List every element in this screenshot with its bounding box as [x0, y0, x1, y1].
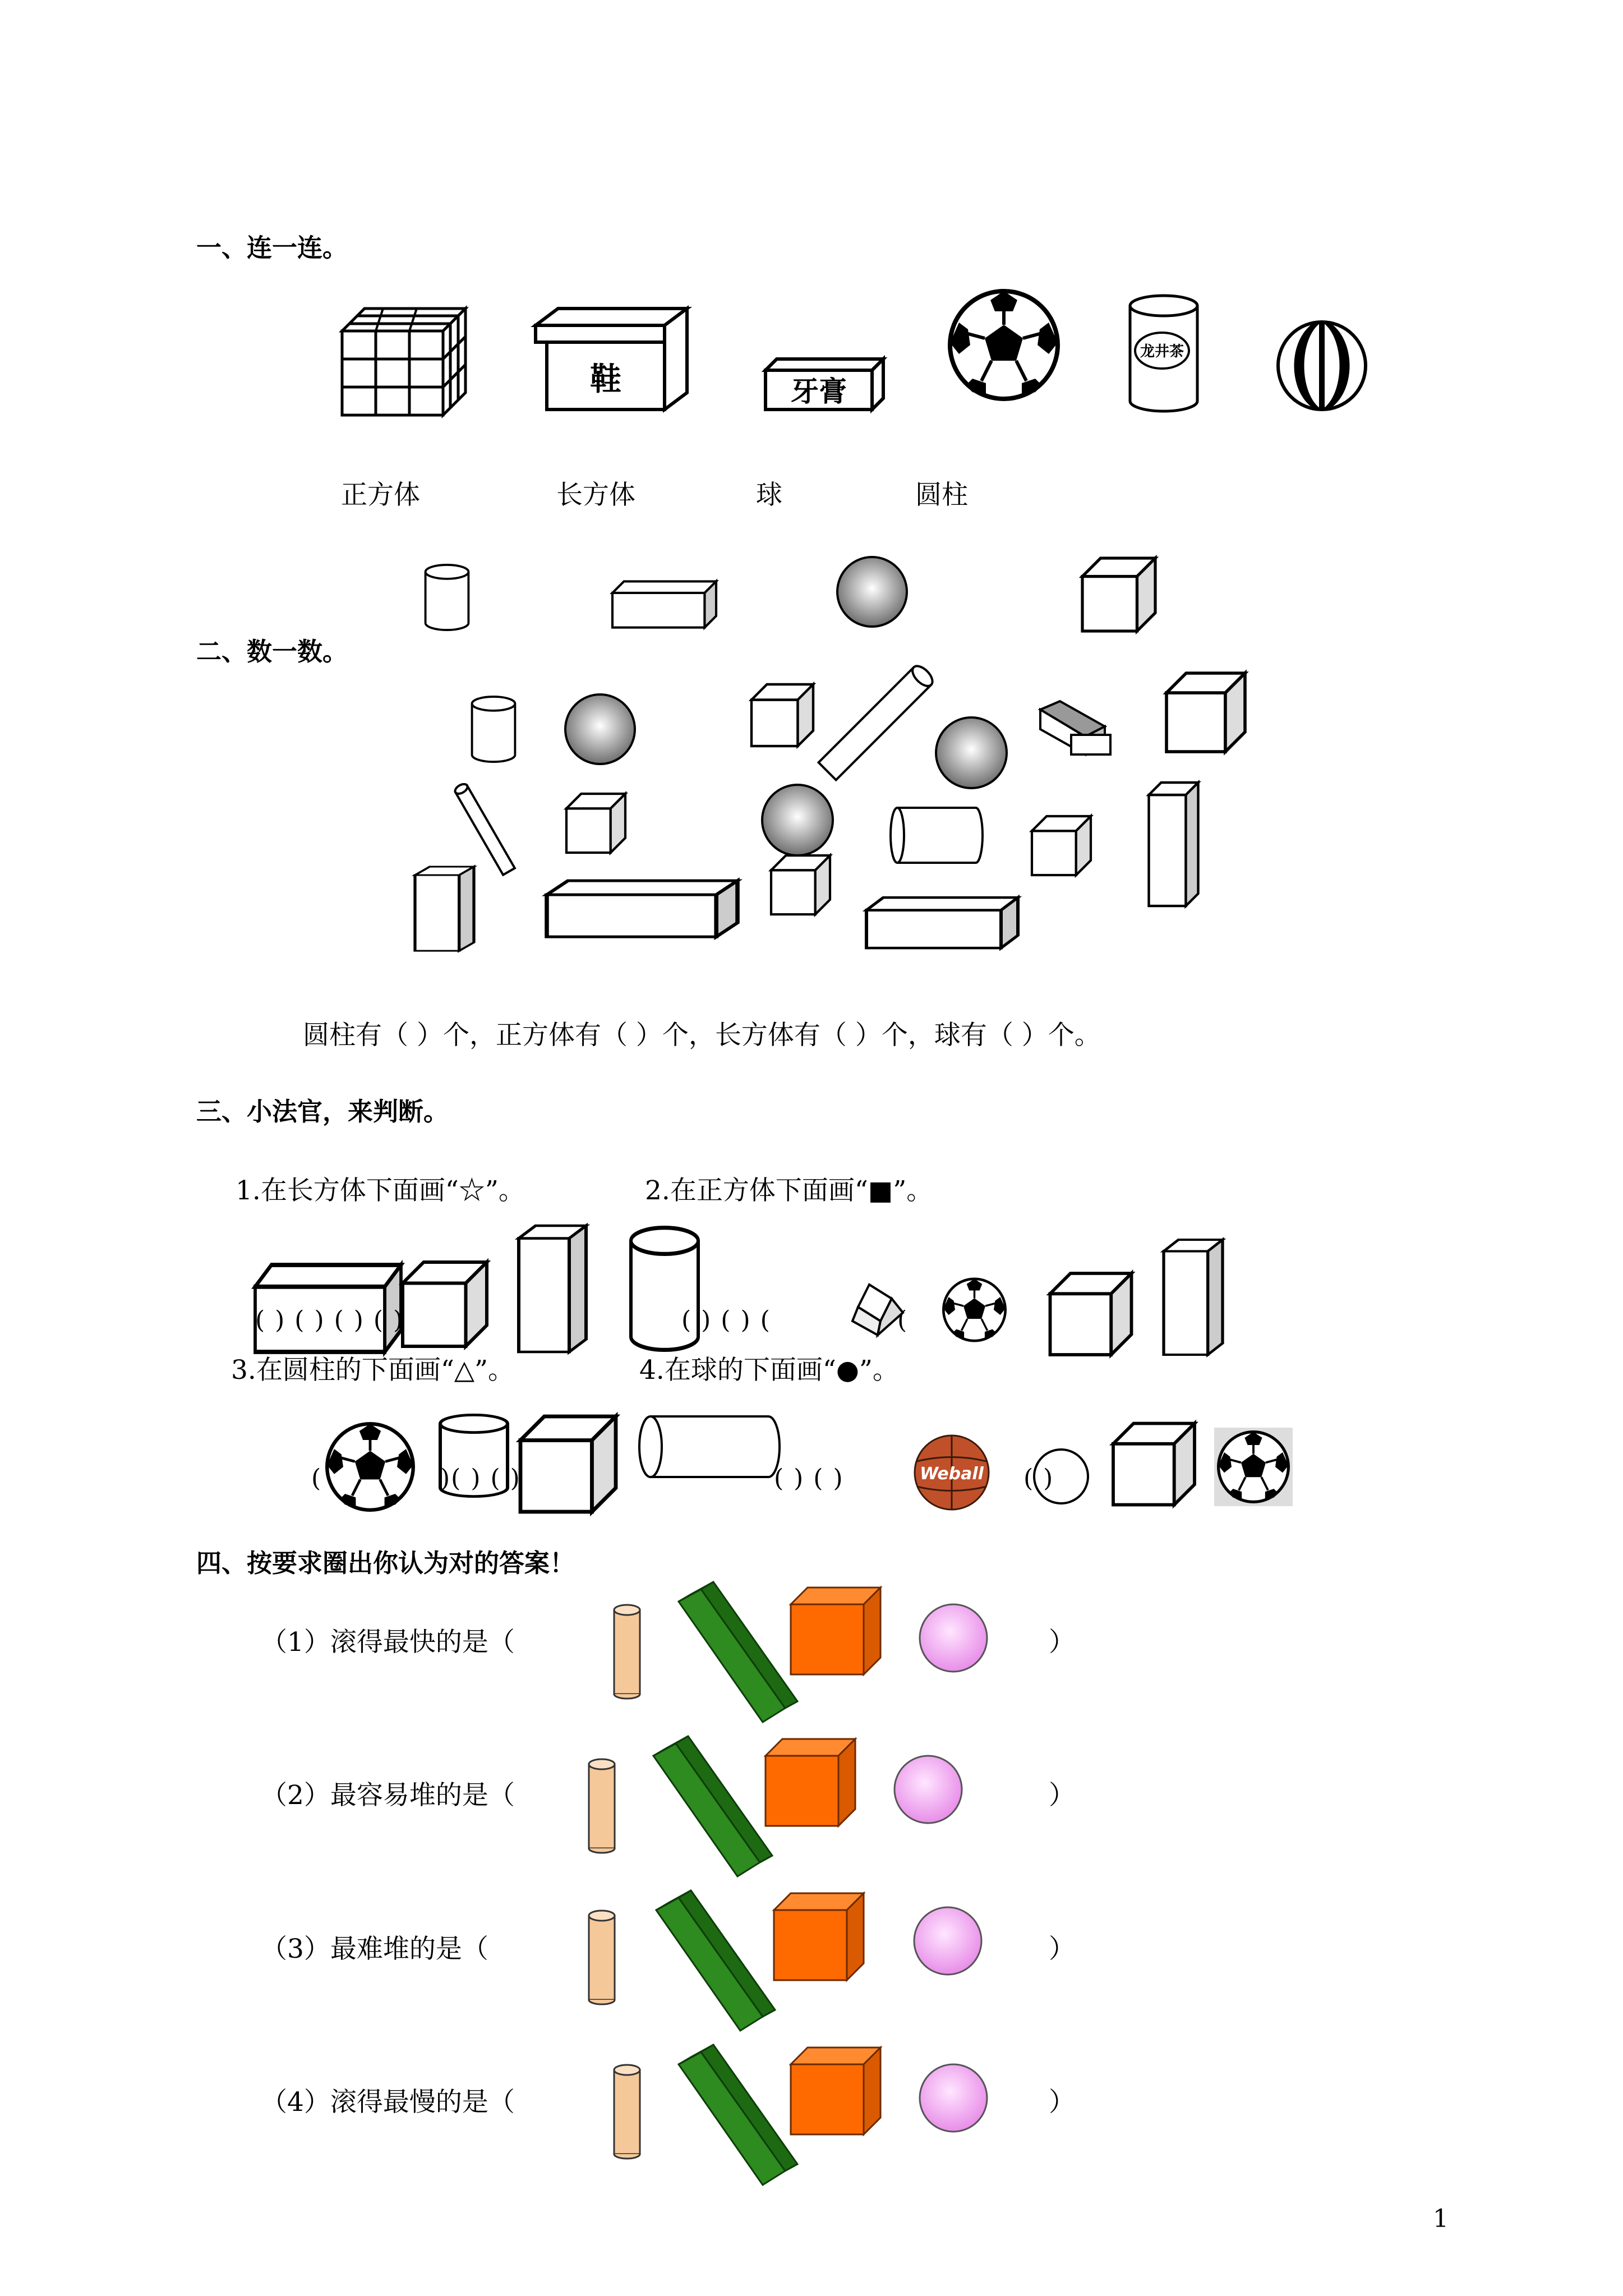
count-cube-4 — [1032, 816, 1091, 875]
cube-shape — [1082, 558, 1155, 631]
question-3-label: （3）最难堆的是（ — [261, 1934, 488, 1964]
q2-sphere[interactable] — [895, 1756, 965, 1826]
judge-soccer-ball-2 — [325, 1419, 415, 1515]
choice-cube: 正方体 — [341, 480, 420, 510]
cuboid-shape — [612, 581, 716, 628]
choice-cuboid: 长方体 — [556, 480, 635, 510]
q4-sphere[interactable] — [920, 2064, 990, 2134]
count-tall-cuboid — [1147, 783, 1200, 906]
count-cube-5 — [771, 855, 830, 914]
question-1-close: ） — [1049, 1627, 1075, 1658]
judge-soccer-ball-3 — [1217, 1430, 1290, 1503]
section1-heading: 一、连一连。 — [196, 233, 348, 263]
soccer-ball-image — [948, 286, 1060, 404]
count-answer-line[interactable]: 圆柱有（ ）个，正方体有（ ）个，长方体有（ ）个，球有（ ）个。 — [303, 1020, 1101, 1051]
q2-cylinder[interactable] — [589, 1753, 618, 1865]
judge-horizontal-cylinder — [637, 1414, 782, 1481]
choice-cylinder: 圆柱 — [915, 480, 968, 510]
question-4-close: ） — [1049, 2087, 1075, 2118]
question-1-label: （1）滚得最快的是（ — [261, 1627, 515, 1658]
rubiks-cube-image — [342, 309, 471, 421]
q2-prism[interactable] — [653, 1733, 777, 1879]
q1-cube[interactable] — [791, 1588, 883, 1677]
basketball-image — [911, 1433, 993, 1512]
count-thin-cylinder — [449, 780, 522, 881]
question-2-label: （2）最容易堆的是（ — [261, 1780, 515, 1811]
shoe-box-image — [536, 309, 693, 421]
count-cube — [751, 684, 813, 746]
row2-parens-end[interactable]: ( ) — [1023, 1464, 1054, 1493]
section2-heading: 二、数一数。 — [196, 637, 348, 666]
striped-ball-image — [1276, 320, 1368, 412]
tea-can-label: 龙井茶 — [1140, 343, 1184, 360]
count-sphere-2 — [934, 715, 1009, 791]
judge-cube-2 — [1049, 1273, 1133, 1355]
row2-parens-left[interactable]: ( — [311, 1464, 322, 1493]
q4-cube[interactable] — [791, 2047, 883, 2137]
row1-parens-right[interactable]: ( ) ( ) ( — [681, 1306, 771, 1335]
row1-parens[interactable]: ( ) ( ) ( ) ( ) — [255, 1306, 404, 1335]
q1-prism[interactable] — [679, 1579, 802, 1725]
count-sphere-3 — [760, 783, 836, 858]
page-number: 1 — [1433, 2205, 1449, 2233]
count-cylinder — [471, 696, 516, 763]
judge-tall-cuboid-1 — [519, 1226, 586, 1352]
count-tilted-cylinder — [813, 668, 937, 780]
q3-sphere[interactable] — [914, 1907, 984, 1977]
q4-cylinder[interactable] — [614, 2059, 643, 2171]
row1-parens-end[interactable]: ( — [897, 1306, 909, 1335]
question-2-close: ） — [1049, 1780, 1075, 1811]
row2-parens-right[interactable]: ( ) ( ) — [774, 1464, 844, 1493]
q3-prism[interactable] — [656, 1888, 780, 2033]
toothpaste-label: 牙膏 — [791, 375, 847, 408]
count-long-cuboid — [547, 881, 737, 937]
q1-sphere[interactable] — [920, 1604, 990, 1674]
judge-tall-cuboid-2 — [1164, 1240, 1223, 1355]
q3-cube[interactable] — [774, 1893, 866, 1983]
judge-cube-4 — [1113, 1422, 1195, 1506]
section4-heading: 四、按要求圈出你认为对的答案！ — [196, 1548, 575, 1578]
count-flat-cuboid — [866, 898, 1018, 948]
count-tilted-box — [1038, 698, 1116, 760]
judge-soccer-ball-1 — [942, 1276, 1007, 1343]
question-3-close: ） — [1049, 1934, 1075, 1964]
q1-cylinder[interactable] — [614, 1599, 643, 1711]
q4-prism[interactable] — [679, 2042, 802, 2188]
basketball-text: Weball — [920, 1464, 984, 1484]
instruction-3: 3.在圆柱的下面画“△”。 — [231, 1355, 515, 1386]
count-horizontal-cylinder — [889, 805, 984, 867]
instruction-4: 4.在球的下面画“●”。 — [639, 1355, 899, 1386]
choice-sphere: 球 — [756, 480, 782, 510]
judge-cube-3 — [520, 1416, 616, 1512]
instruction-1: 1.在长方体下面画“☆”。 — [236, 1175, 525, 1206]
count-cube-3 — [566, 794, 625, 853]
judge-cube-1 — [403, 1262, 487, 1346]
shoe-box-label: 鞋 — [590, 361, 621, 398]
instruction-2: 2.在正方体下面画“■”。 — [645, 1175, 933, 1206]
count-short-cuboid — [415, 867, 474, 951]
count-sphere — [564, 693, 637, 766]
tea-can-image — [1127, 292, 1200, 415]
question-4-label: （4）滚得最慢的是（ — [261, 2087, 515, 2118]
soccer-ball-photo-bg — [1214, 1428, 1293, 1506]
q2-cube[interactable] — [766, 1739, 858, 1829]
section3-heading: 三、小法官，来判断。 — [196, 1097, 449, 1126]
cylinder-shape — [416, 564, 478, 631]
sphere-shape — [836, 555, 909, 628]
q3-cylinder[interactable] — [589, 1904, 618, 2017]
count-cube-2 — [1166, 673, 1245, 752]
toothpaste-box-image — [766, 359, 889, 415]
row2-parens-mid[interactable]: )( ) ( ) — [440, 1464, 521, 1493]
